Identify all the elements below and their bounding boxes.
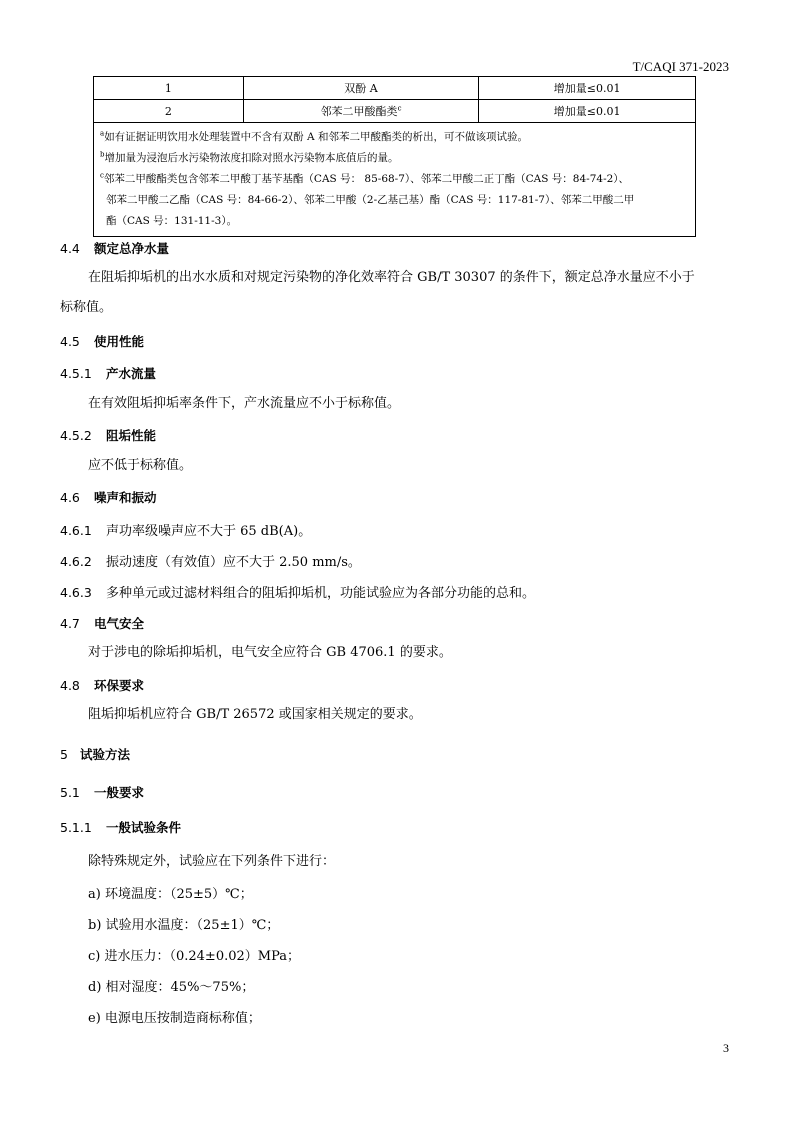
section-body-5-1-1: 除特殊规定外，试验应在下列条件下进行： xyxy=(88,854,336,869)
condition-item: c) 进水压力：（0.24±0.02）MPa； xyxy=(88,949,300,964)
table-notes xyxy=(94,123,696,237)
row-number: 2 xyxy=(94,100,244,123)
section-heading-4-5-1: 4.5.1 产水流量 xyxy=(60,366,157,381)
clause-4-6-2: 4.6.2 振动速度（有效值）应不大于 2.50 mm/s。 xyxy=(60,554,361,570)
section-heading-4-7: 4.7 电气安全 xyxy=(60,616,145,631)
condition-item: e) 电源电压按制造商标称值； xyxy=(88,1011,261,1026)
table-note: $^a$如有证据证明饮用水处理装置中不含有双酚 A 和邻苯二甲酸酯类的析出，可不做该项试验。 xyxy=(100,129,528,143)
section-heading-4-6: 4.6 噪声和振动 xyxy=(60,490,157,505)
table-note: $^c$邻苯二甲酸酯类包含邻苯二甲酸丁基苄基酯（CAS 号： 85-68-7）、邻苯二甲酸二正丁酯（CAS 号：84-74-2）、 xyxy=(100,171,630,185)
table-note-continued: 酯（CAS 号：131-11-3）。 xyxy=(106,215,238,227)
footnote-ref: c xyxy=(397,104,402,113)
section-heading-5-1-1: 5.1.1 一般试验条件 xyxy=(60,820,182,835)
section-heading-5-1: 5.1 一般要求 xyxy=(60,785,145,800)
requirements-table xyxy=(93,76,696,237)
section-heading-5: 5 试验方法 xyxy=(60,747,131,762)
page-number: 3 xyxy=(723,1041,729,1055)
section-heading-4-5: 4.5 使用性能 xyxy=(60,334,145,349)
table-row xyxy=(94,77,696,100)
section-body-4-7: 对于涉电的除垢抑垢机，电气安全应符合 GB 4706.1 的要求。 xyxy=(88,645,452,660)
section-body-4-8: 阻垢抑垢机应符合 GB/T 26572 或国家相关规定的要求。 xyxy=(88,707,422,722)
document-code: T/CAQI 371-2023 xyxy=(632,59,729,74)
section-body-4-5-2: 应不低于标称值。 xyxy=(88,458,193,473)
section-heading-4-5-2: 4.5.2 阻垢性能 xyxy=(60,428,157,443)
table-note-continued: 邻苯二甲酸二乙酯（CAS 号：84-66-2）、邻苯二甲酸（2-乙基己基）酯（CAS 号：117-81-7）、邻苯二甲酸二甲 xyxy=(106,194,635,206)
row-requirement: 增加量≤0.01 xyxy=(479,100,696,123)
section-body-4-5-1: 在有效阻垢抑垢率条件下，产水流量应不小于标称值。 xyxy=(88,396,401,411)
condition-item: d) 相对湿度：45%～75%； xyxy=(88,980,255,995)
row-item: 双酚 A xyxy=(243,77,479,100)
row-number: 1 xyxy=(94,77,244,100)
section-body-4-4: 在阻垢抑垢机的出水水质和对规定污染物的净化效率符合 GB/T 30307 的条件下，额定总净水量应不小于 标称值。 xyxy=(60,270,695,315)
clause-4-6-1: 4.6.1 声功率级噪声应不大于 65 dB(A)。 xyxy=(60,523,312,539)
row-requirement: 增加量≤0.01 xyxy=(479,77,696,100)
table-notes-row xyxy=(94,123,696,237)
table-note: $^b$增加量为浸泡后水污染物浓度扣除对照水污染物本底值后的量。 xyxy=(100,150,399,164)
table-row xyxy=(94,100,696,123)
section-heading-4-8: 4.8 环保要求 xyxy=(60,678,145,693)
row-item: 邻苯二甲酸酯类$^c$ xyxy=(243,100,479,123)
section-heading-4-4: 4.4 额定总净水量 xyxy=(60,241,170,256)
clause-4-6-3: 4.6.3 多种单元或过滤材料组合的阻垢抑垢机，功能试验应为各部分功能的总和。 xyxy=(60,585,536,601)
condition-item: a) 环境温度：（25±5）℃； xyxy=(88,887,253,902)
condition-item: b) 试验用水温度：（25±1）℃； xyxy=(88,918,280,933)
